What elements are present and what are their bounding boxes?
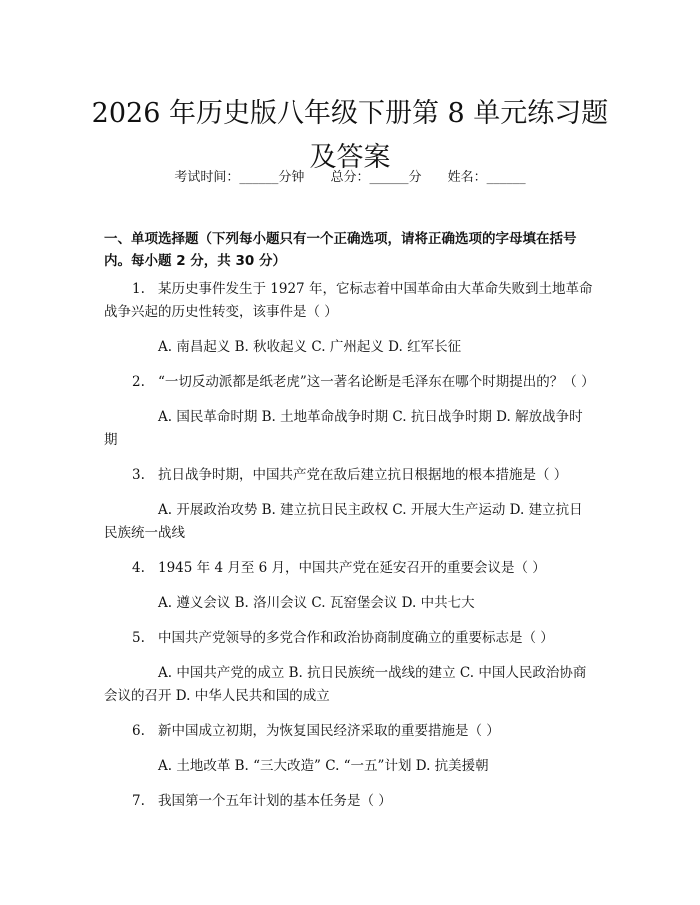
- question-number: 1.: [132, 281, 145, 297]
- exam-time-field: 考试时间：______分钟: [174, 170, 305, 185]
- question-stem: 我国第一个五年计划的基本任务是（ ）: [158, 793, 392, 809]
- question-stem: “一切反动派都是纸老虎”这一著名论断是毛泽东在哪个时期提出的？（ ）: [158, 374, 595, 390]
- section-heading: 一、单项选择题（下列每小题只有一个正确选项，请将正确选项的字母填在括号内。每小题 2 分，共 30 分）: [104, 231, 577, 269]
- question-options: A. 开展政治攻势 B. 建立抗日民主政权 C. 开展大生产运动 D. 建立抗日民族统一战线: [104, 502, 583, 541]
- question-stem: 抗日战争时期，中国共产党在敌后建立抗日根据地的根本措施是（ ）: [158, 467, 568, 483]
- question-number: 3.: [132, 467, 145, 483]
- question-7: [104, 790, 596, 813]
- question-options: A. 土地改革 B. “三大改造” C. “一五”计划 D. 抗美援朝: [158, 758, 489, 774]
- question-number: 2.: [132, 374, 145, 390]
- question-options: A. 国民革命时期 B. 土地革命战争时期 C. 抗日战争时期 D. 解放战争时期: [104, 409, 583, 448]
- question-options: A. 中国共产党的成立 B. 抗日民族统一战线的建立 C. 中国人民政治协商会议的召开 D. 中华人民共和国的成立: [104, 665, 587, 704]
- question-stem: 某历史事件发生于 1927 年，它标志着中国革命由大革命失败到土地革命战争兴起的历史性转变，该事件是（ ）: [104, 281, 593, 320]
- question-1: [104, 278, 596, 359]
- document-title: 2026 年历史版八年级下册第 8 单元练习题及答案: [91, 98, 609, 174]
- question-options: A. 遵义会议 B. 洛川会议 C. 瓦窑堡会议 D. 中共七大: [158, 595, 475, 611]
- question-4: [104, 557, 596, 615]
- question-number: 6.: [132, 723, 145, 739]
- question-number: 7.: [132, 793, 145, 809]
- question-stem: 新中国成立初期，为恢复国民经济采取的重要措施是（ ）: [158, 723, 500, 739]
- question-6: [104, 720, 596, 778]
- question-stem: 中国共产党领导的多党合作和政治协商制度确立的重要标志是（ ）: [158, 630, 554, 646]
- name-field: 姓名：______: [447, 170, 526, 185]
- exam-info-line: [0, 168, 700, 188]
- question-3: [104, 464, 596, 545]
- question-5: [104, 627, 596, 708]
- question-number: 5.: [132, 630, 145, 646]
- question-options: A. 南昌起义 B. 秋收起义 C. 广州起义 D. 红军长征: [158, 339, 462, 355]
- question-number: 4.: [132, 560, 145, 576]
- question-stem: 1945 年 4 月至 6 月，中国共产党在延安召开的重要会议是（ ）: [158, 560, 546, 576]
- question-2: [104, 371, 596, 452]
- total-score-field: 总分：______分: [330, 170, 422, 185]
- question-list: [104, 278, 596, 813]
